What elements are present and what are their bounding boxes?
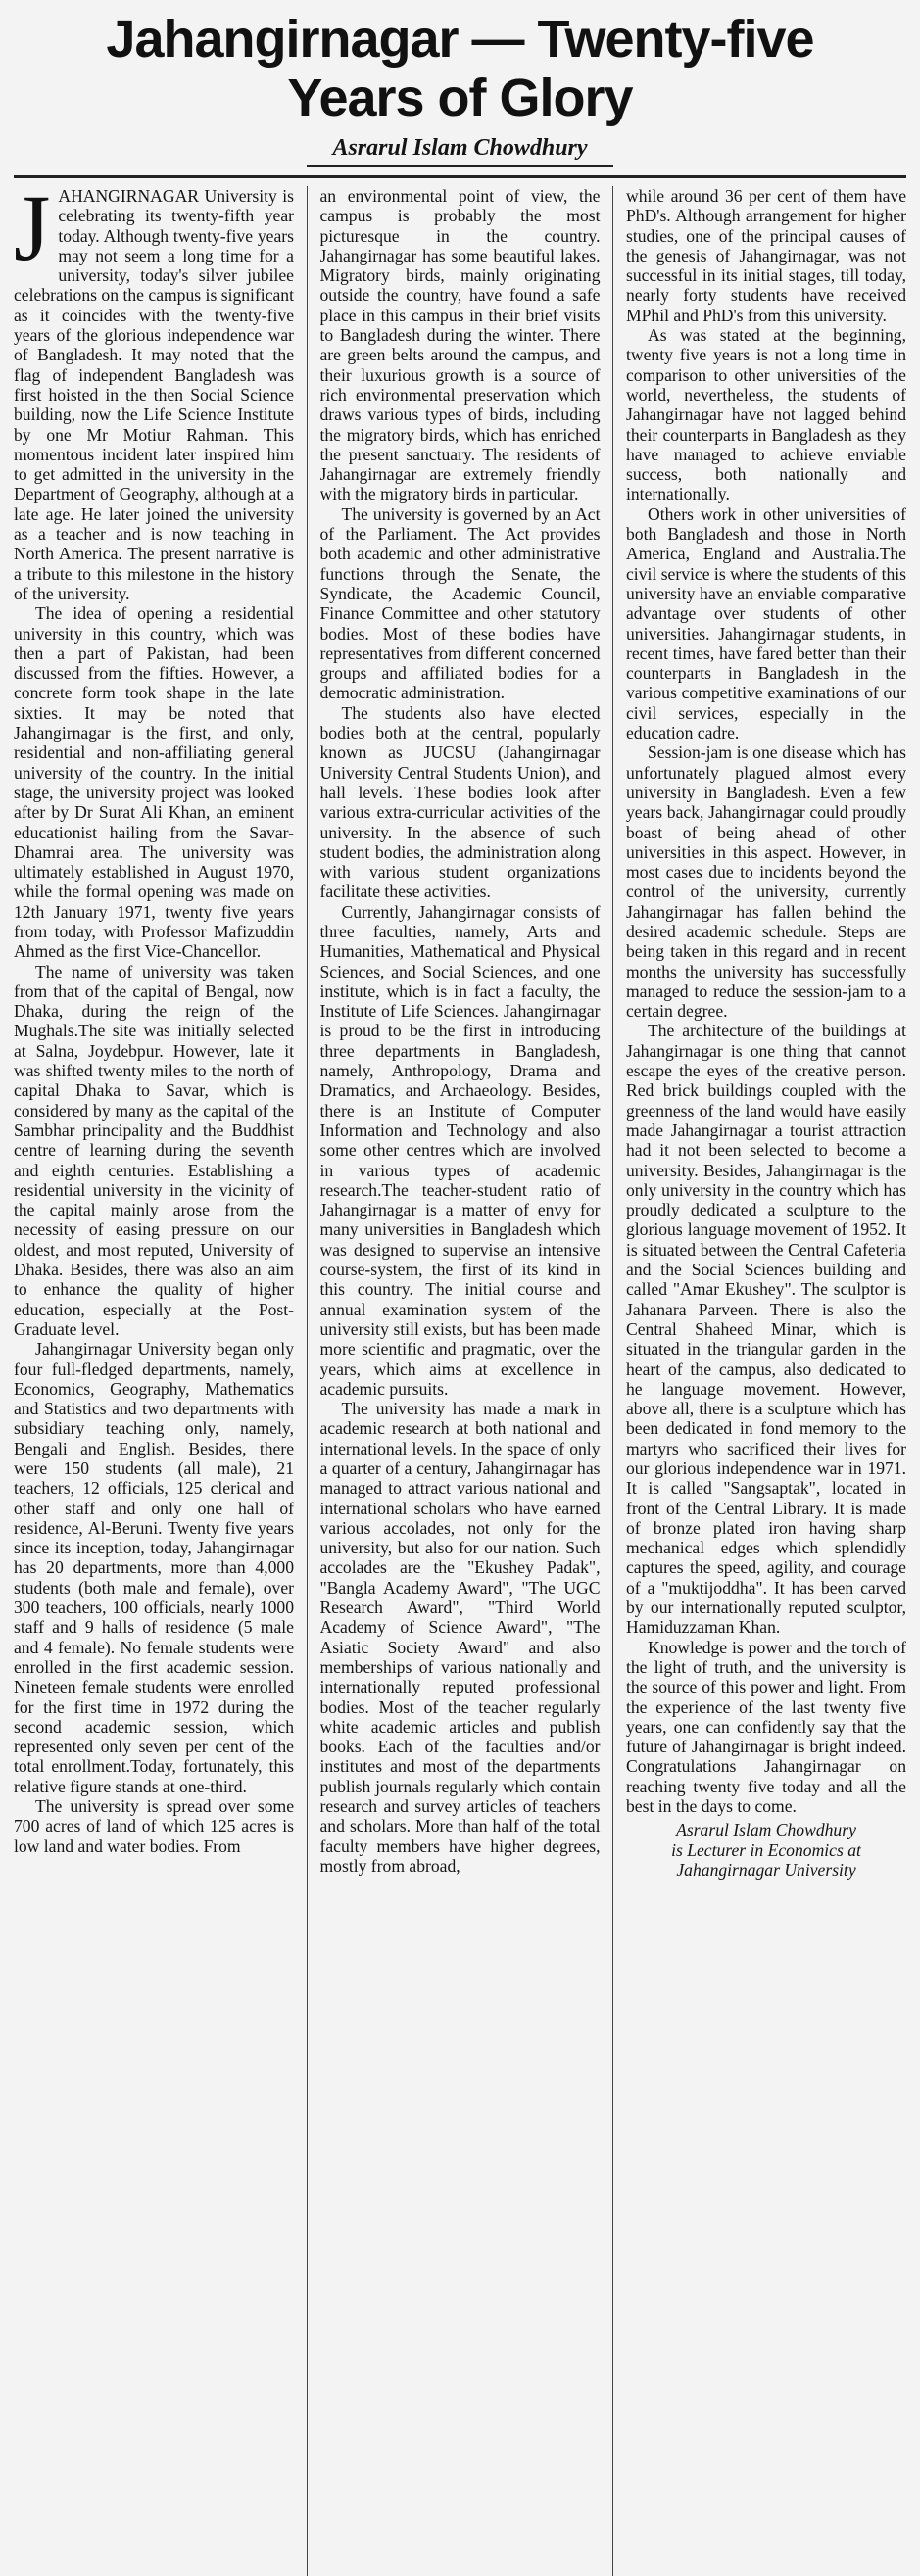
paragraph: an environmental point of view, the campus is probably the most picturesque in the country. Jahangirnagar has some beautiful lakes. Migratory birds, mainly originating outside the country, have found a safe place in this campus in their brief visits to Bangladesh during the winter. There are green belts around the campus, and their luxurious growth is a source of rich environmental preservation which draws various types of birds, including the migratory birds, which has enriched the present sanctuary. The residents of Jahangirnagar are extremely friendly with the migratory birds in particular.	[319, 186, 601, 504]
byline: Asrarul Islam Chowdhury	[307, 133, 612, 167]
paragraph: Others work in other universities of both Bangladesh and those in North America, England and Australia.The civil service is where the students of this university have an enviable comparative advantage over students of other universities. Jahangirnagar students, in recent times, have fared better than their counterparts in Bangladesh in the various competitive examinations of our civil services, especially in the education cadre.	[626, 503, 906, 743]
column-1	[14, 186, 294, 2576]
column-3	[626, 186, 906, 2576]
headline-line-2: Years of Glory	[287, 69, 633, 127]
paragraph: Currently, Jahangirnagar consists of three faculties, namely, Arts and Humanities, Mathematical and Physical Sciences, and Social Sciences, and one institute, which is in fact a faculty, the Institute of Life Sciences. Jahangirnagar is proud to be the first in introducing three departments in Bangladesh, namely, Anthropology, Drama and Dramatics, and Archaeology. Besides, there is an Institute of Computer Information and Technology and also some other centres which are involved in various types of academic research.The teacher-student ratio of Jahangirnagar is a matter of envy for many universities in Bangladesh which was designed to supervise an intensive course-system, the first of its kind in this country. The initial course and annual examination system of the university still exists, but has been made more scientific and pragmatic, over the years, which aims at excellence in academic pursuits.	[319, 901, 601, 1399]
paragraph: Knowledge is power and the torch of the light of truth, and the university is the source of this power and light. From the experience of the last twenty five years, one can confidently say that the future of Jahangirnagar is bright indeed. Congratulations Jahangirnagar on reaching twenty five today and all the best in the days to come.	[626, 1637, 906, 1817]
paragraph: The idea of opening a residential university in this country, which was then a part of Pakistan, had been discussed from the fifties. However, a concrete form took shape in the late sixties. It may be noted that Jahangirnagar is the first, and only, residential and non-affiliating general university of the country. In the initial stage, the university project was looked after by Dr Surat Ali Khan, an eminent educationist hailing from the Savar-Dhamrai area. The university was ultimately established in August 1970, while the formal opening was made on 12th January 1971, twenty five years from today, with Professor Mafizuddin Ahmed as the first Vice-Chancellor.	[14, 603, 294, 962]
headline-line-1: Jahangirnagar — Twenty-five	[106, 10, 814, 69]
author-note-line-1: Asrarul Islam Chowdhury	[676, 1820, 856, 1840]
column-2	[320, 186, 601, 2576]
paragraph: The name of university was taken from that of the capital of Bengal, now Dhaka, during the reign of the Mughals.The site was initially selected at Salna, Joydebpur. However, late it was shifted twenty miles to the north of capital Dhaka to Savar, which is considered by many as the capital of the Sambhar principality and the Buddhist centre of learning during the seventh and eighth centuries. Establishing a residential university in the vicinity of the capital mainly arose from the necessity of easing pressure on our oldest, and most reputed, University of Dhaka. Besides, there was also an aim to enhance the quality of higher education, especially at the Post-Graduate level.	[14, 961, 294, 1339]
author-note	[626, 1820, 906, 1880]
paragraph: The university is governed by an Act of the Parliament. The Act provides both academic and other administrative functions through the Senate, the Syndicate, the Academic Council, Finance Committee and other statutory bodies. Most of these bodies have representatives from different concerned groups and affiliated bodies for a democratic administration.	[319, 503, 601, 703]
article-columns	[14, 186, 906, 2576]
paragraph: AHANGIRNAGAR University is celebrating its twenty-fifth year today. Although twenty-five years may not seem a long time for a university, today's silver jubilee celebrations on the campus is significant as it coincides with the twenty-five years of the glorious independence war of Bangladesh. It may noted that the flag of independent Bangladesh was first hoisted in the then Social Science building, now the Life Science Institute by one Mr Motiur Rahman. This momentous incident later inspired him to get admitted in the university in the Department of Geography, although at a late age. He later joined the university as a teacher and is now teaching in North America. The present narrative is a tribute to this milestone in the history of the university.	[14, 186, 294, 603]
column-divider	[612, 186, 613, 2576]
drop-cap: J	[14, 186, 51, 280]
paragraph: The university has made a mark in academic research at both national and international levels. In the space of only a quarter of a century, Jahangirnagar has managed to attract various national and international scholars who have earned various accolades, not only for the university, but also for our nation. Such accolades are the "Ekushey Padak", "Bangla Academy Award", "The UGC Research Award", "Third World Academy of Science Award", "The Asiatic Society Award" and also memberships of various nationally and internationally reputed professional bodies. Most of the teacher regularly white academic articles and publish books. Each of the faculties and/or institutes and most of the departments publish journals regularly which contain research and survey articles of teachers and scholars. More than half of the total faculty members have higher degrees, mostly from abroad,	[319, 1399, 601, 1876]
paragraph: Session-jam is one disease which has unfortunately plagued almost every university in Bangladesh. Even a few years back, Jahangirnagar could proudly boast of being ahead of other universities in this aspect. However, in most cases due to incidents beyond the control of the university, currently Jahangirnagar has fallen behind the desired academic schedule. Steps are being taken in this regard and in recent months the university has successfully managed to reduce the session-jam to a certain degree.	[626, 742, 906, 1022]
paragraph: As was stated at the beginning, twenty five years is not a long time in comparison to other universities of the world, nevertheless, the students of Jahangirnagar have not lagged behind their counterparts in Bangladesh as they have managed to achieve enviable success, both nationally and internationally.	[626, 325, 906, 504]
author-note-line-3: Jahangirnagar University	[676, 1859, 856, 1880]
paragraph: The students also have elected bodies both at the central, popularly known as JUCSU (Jahangirnagar University Central Students Union), and hall levels. These bodies look after various extra-curricular activities of the university. In the absence of such student bodies, the administration along with various student organizations facilitate these activities.	[319, 702, 601, 902]
paragraph: The university is spread over some 700 acres of land of which 125 acres is low land and water bodies. From	[14, 1796, 294, 1856]
column-divider	[307, 186, 308, 2576]
paragraph: while around 36 per cent of them have PhD's. Although arrangement for higher studies, one of the principal causes of the genesis of Jahangirnagar, was not successful in its initial stages, till today, nearly forty students have received MPhil and PhD's from this university.	[626, 186, 906, 325]
byline-block	[14, 133, 906, 167]
author-note-line-2: is Lecturer in Economics at	[671, 1839, 861, 1860]
headline	[14, 10, 906, 127]
paragraph: The architecture of the buildings at Jahangirnagar is one thing that cannot escape the eyes of the creative person. Red brick buildings coupled with the greenness of the land would have easily made Jahangirnagar a tourist attraction had it not been selected to become a university. Besides, Jahangirnagar is the only university in the country which has proudly dedicated a sculpture to the glorious language movement of 1952. It is situated between the Central Cafeteria and the Social Sciences building and called "Amar Ekushey". The sculptor is Jahanara Parveen. There is also the Central Shaheed Minar, which is situated in the triangular garden in the heart of the campus, also dedicated to he language movement. However, above all, there is a sculpture which has been dedicated in fond memory to the martyrs who sacrificed their lives for our glorious independence war in 1971. It is called "Sangsaptak", located in front of the Central Library. It is made of bronze plated iron having sharp mechanical edges which splendidly captures the speed, agility, and courage of a "muktijoddha". It has been carved by our internationally reputed sculptor, Hamiduzzaman Khan.	[626, 1021, 906, 1638]
header-rule	[14, 175, 906, 178]
paragraph: Jahangirnagar University began only four full-fledged departments, namely, Economics, Geography, Mathematics and Statistics and two departments with subsidiary teaching only, namely, Bengali and English. Besides, there were 150 students (all male), 21 teachers, 12 officials, 125 clerical and other staff and only one hall of residence, Al-Beruni. Twenty five years since its inception, today, Jahangirnagar has 20 departments, more than 4,000 students (both male and female), over 300 teachers, 100 officials, nearly 1000 staff and 9 halls of residence (5 male and 4 female). No female students were enrolled in the first academic session. Nineteen female students were enrolled for the first time in 1972 during the second academic session, which represented only seven per cent of the total enrollment.Today, fortunately, this relative figure stands at one-third.	[14, 1339, 294, 1796]
